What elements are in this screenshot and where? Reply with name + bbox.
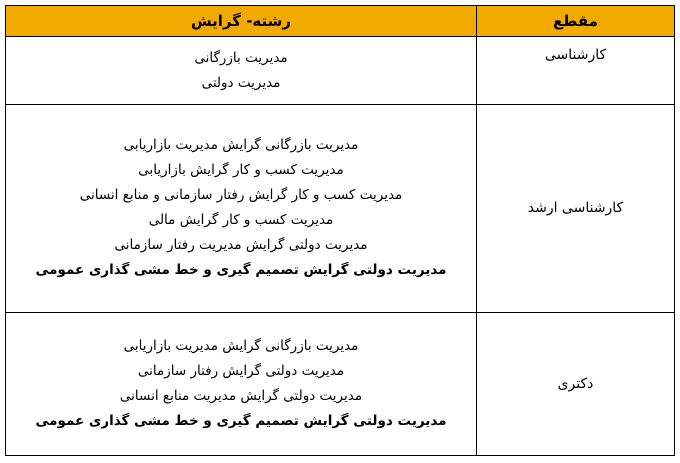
majors-cell — [6, 105, 477, 312]
major-item: مدیریت دولتی گرایش مدیریت رفتار سازمانی — [114, 237, 368, 254]
row-masters — [6, 105, 675, 312]
major-item: مدیریت دولتی — [201, 74, 281, 91]
major-item: مدیریت بازرگانی گرایش مدیریت بازاریابی — [123, 137, 359, 154]
major-item: مدیریت دولتی گرایش رفتار سازمانی — [137, 362, 345, 379]
major-item: مدیریت کسب و کار گرایش رفتار سازمانی و منابع انسانی — [79, 187, 403, 204]
level-cell: دکتری — [477, 312, 675, 455]
header-level: مقطع — [477, 6, 675, 37]
header-major: رشته- گرایش — [6, 6, 477, 37]
degree-majors-table — [5, 5, 675, 456]
major-item: مدیریت بازرگانی گرایش مدیریت بازاریابی — [123, 337, 359, 354]
row-phd — [6, 312, 675, 455]
major-item: مدیریت دولتی گرایش مدیریت منابع انسانی — [119, 387, 363, 404]
level-cell: کارشناسی — [477, 37, 675, 105]
level-cell: کارشناسی ارشد — [477, 105, 675, 312]
majors-cell — [6, 312, 477, 455]
major-item: مدیریت کسب و کار گرایش مالی — [148, 212, 334, 229]
major-item: مدیریت دولتی گرایش تصمیم گیری و خط مشی گذاری عمومی — [35, 262, 447, 279]
majors-cell — [6, 37, 477, 105]
header-row — [6, 6, 675, 37]
row-bachelor — [6, 37, 675, 105]
major-item: مدیریت بازرگانی — [194, 49, 288, 66]
major-item: مدیریت کسب و کار گرایش بازاریابی — [138, 162, 344, 179]
major-item: مدیریت دولتی گرایش تصمیم گیری و خط مشی گذاری عمومی — [35, 412, 447, 429]
